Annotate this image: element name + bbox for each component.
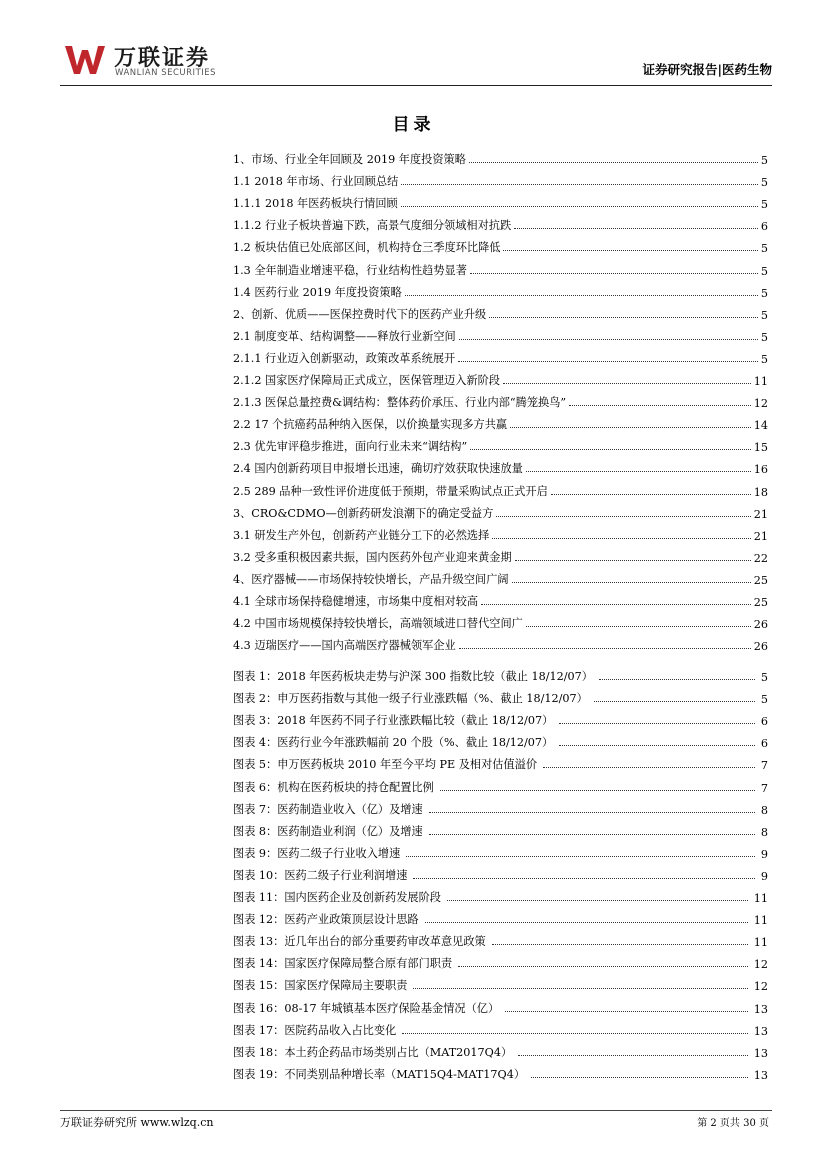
figure-entry[interactable] xyxy=(233,728,768,750)
dot-leader xyxy=(559,745,755,746)
figure-entry[interactable] xyxy=(233,1016,768,1038)
figure-entry-page: 5 xyxy=(760,671,768,685)
toc-entry-title: 2.2 17 个抗癌药品种纳入医保，以价换量实现多方共赢 xyxy=(233,418,508,432)
dot-leader xyxy=(440,790,755,791)
toc-entry-page: 5 xyxy=(760,242,768,256)
figure-entry[interactable] xyxy=(233,1060,768,1082)
figure-index xyxy=(233,662,768,1082)
toc-entry-page: 15 xyxy=(753,441,768,455)
figure-entry-page: 11 xyxy=(753,892,768,906)
toc-entry-title: 2.5 289 品种一致性评价进度低于预期，带量采购试点正式开启 xyxy=(233,484,548,498)
toc-entry-title: 2.1.1 行业迈入创新驱动，政策改革系统展开 xyxy=(233,351,456,365)
dot-leader xyxy=(505,1011,748,1012)
toc-entry-title: 1.1.1 2018 年医药板块行情回顾 xyxy=(233,197,398,211)
figure-entry-title: 图表 18：本土药企药品市场类别占比（MAT2017Q4） xyxy=(233,1045,513,1059)
toc-entry-title: 1、市场、行业全年回顾及 2019 年度投资策略 xyxy=(233,153,466,167)
toc-entry-page: 26 xyxy=(753,640,768,654)
dot-leader xyxy=(510,427,751,428)
page-header xyxy=(60,38,772,86)
toc-entry-title: 4.2 中国市场规模保持较快增长，高端领域进口替代空间广 xyxy=(233,617,523,631)
footer-divider xyxy=(60,1110,772,1111)
dot-leader xyxy=(512,582,751,583)
figure-entry-page: 11 xyxy=(753,936,768,950)
toc-entry-title: 1.1.2 行业子板块普遍下跌，高景气度细分领域相对抗跌 xyxy=(233,219,512,233)
figure-entry-title: 图表 8：医药制造业利润（亿）及增速 xyxy=(233,824,423,838)
figure-entry-page: 7 xyxy=(760,781,768,795)
toc-entry-page: 14 xyxy=(753,419,768,433)
toc-entry-title: 4.1 全球市场保持稳健增速，市场集中度相对较高 xyxy=(233,594,479,608)
figure-entry-title: 图表 14：国家医疗保障局整合原有部门职责 xyxy=(233,957,453,971)
dot-leader xyxy=(518,1055,748,1056)
toc-entry-page: 25 xyxy=(753,573,768,587)
dot-leader xyxy=(459,339,758,340)
logo-english-name: WANLIAN SECURITIES xyxy=(115,68,217,78)
dot-leader xyxy=(401,184,758,185)
figure-entry-page: 6 xyxy=(760,715,768,729)
figure-entry-page: 8 xyxy=(760,825,768,839)
figure-entry-title: 图表 10：医药二级子行业利润增速 xyxy=(233,868,408,882)
toc-entry-page: 21 xyxy=(753,529,768,543)
figure-entry-title: 图表 11：国内医药企业及创新药发展阶段 xyxy=(233,891,441,905)
dot-leader xyxy=(481,604,751,605)
figure-entry-title: 图表 7：医药制造业收入（亿）及增速 xyxy=(233,802,423,816)
figure-entry-page: 13 xyxy=(753,1002,768,1016)
dot-leader xyxy=(406,856,755,857)
figure-entry-title: 图表 13：近几年出台的部分重要药审改革意见政策 xyxy=(233,935,486,949)
toc-entry-page: 16 xyxy=(753,463,768,477)
dot-leader xyxy=(401,206,758,207)
figure-entry[interactable] xyxy=(233,684,768,706)
toc-entry-page: 5 xyxy=(760,154,768,168)
figure-entry-title: 图表 6：机构在医药板块的持仓配置比例 xyxy=(233,780,434,794)
figure-entry[interactable] xyxy=(233,662,768,684)
toc-entry-page: 5 xyxy=(760,352,768,366)
figure-entry[interactable] xyxy=(233,795,768,817)
toc-entry[interactable] xyxy=(233,476,768,498)
logo-chinese-name: 万联证券 xyxy=(114,46,211,71)
figure-entry-title: 图表 1：2018 年医药板块走势与沪深 300 指数比较（截止 18/12/07） xyxy=(233,670,593,684)
figure-entry[interactable] xyxy=(233,1038,768,1060)
figure-entry-title: 图表 2：申万医药指数与其他一级子行业涨跌幅（%、截止 18/12/07） xyxy=(233,692,588,706)
figure-entry-page: 7 xyxy=(760,759,768,773)
toc-entry-page: 12 xyxy=(753,397,768,411)
toc-entry-title: 1.4 医药行业 2019 年度投资策略 xyxy=(233,285,402,299)
wanlian-logo-icon xyxy=(65,44,105,76)
header-divider xyxy=(60,85,772,86)
figure-entry-page: 5 xyxy=(760,693,768,707)
dot-leader xyxy=(496,516,750,517)
figure-entry[interactable] xyxy=(233,993,768,1015)
toc-entry-page: 6 xyxy=(760,220,768,234)
toc-entry-page: 11 xyxy=(753,375,768,389)
figure-entry-page: 13 xyxy=(753,1024,768,1038)
toc-entry-page: 5 xyxy=(760,198,768,212)
toc-entry-page: 26 xyxy=(753,618,768,632)
toc-entry-title: 2.4 国内创新药项目申报增长迅速，确切疗效获取快速放量 xyxy=(233,462,523,476)
figure-entry[interactable] xyxy=(233,706,768,728)
dot-leader xyxy=(429,812,755,813)
toc-entry-title: 1.3 全年制造业增速平稳，行业结构性趋势显著 xyxy=(233,263,467,277)
dot-leader xyxy=(458,361,758,362)
toc-entry-title: 2.1 制度变革、结构调整——释放行业新空间 xyxy=(233,329,456,343)
dot-leader xyxy=(503,250,757,251)
dot-leader xyxy=(559,723,755,724)
dot-leader xyxy=(470,449,751,450)
figure-entry-title: 图表 3：2018 年医药不同子行业涨跌幅比较（截止 18/12/07） xyxy=(233,714,554,728)
toc-entry[interactable] xyxy=(233,388,768,410)
dot-leader xyxy=(489,317,758,318)
toc-entry-title: 2、创新、优质——医保控费时代下的医药产业升级 xyxy=(233,307,487,321)
toc-entry-title: 3、CRO&CDMO—创新药研发浪潮下的确定受益方 xyxy=(233,506,494,520)
toc-entry-page: 5 xyxy=(760,330,768,344)
footer-source: 万联证券研究所 www.wlzq.cn xyxy=(60,1116,214,1129)
toc-entry[interactable] xyxy=(233,454,768,476)
toc-entry[interactable] xyxy=(233,344,768,366)
dot-leader xyxy=(599,679,755,680)
toc-entry[interactable] xyxy=(233,255,768,277)
figure-entry-page: 13 xyxy=(753,1068,768,1082)
dot-leader xyxy=(543,767,755,768)
figure-entry-title: 图表 17：医院药品收入占比变化 xyxy=(233,1023,397,1037)
dot-leader xyxy=(492,538,750,539)
toc-entry-title: 4.3 迈瑞医疗——国内高端医疗器械领军企业 xyxy=(233,639,456,653)
figure-entry-title: 图表 9：医药二级子行业收入增速 xyxy=(233,846,401,860)
dot-leader xyxy=(531,1077,748,1078)
toc-entry-page: 25 xyxy=(753,595,768,609)
toc-entry[interactable] xyxy=(233,278,768,300)
figure-entry-page: 8 xyxy=(760,803,768,817)
toc-entry[interactable] xyxy=(233,167,768,189)
dot-leader xyxy=(447,900,748,901)
dot-leader xyxy=(515,560,751,561)
dot-leader xyxy=(402,1033,748,1034)
dot-leader xyxy=(514,228,758,229)
figure-entry-page: 11 xyxy=(753,914,768,928)
figure-entry[interactable] xyxy=(233,750,768,772)
page-number: 第 2 页共 30 页 xyxy=(697,1118,769,1129)
report-type-label: 证券研究报告|医药生物 xyxy=(642,62,772,77)
toc-entry[interactable] xyxy=(233,189,768,211)
toc-entry[interactable] xyxy=(233,631,768,653)
toc-entry[interactable] xyxy=(233,366,768,388)
dot-leader xyxy=(405,295,758,296)
toc-entry[interactable] xyxy=(233,322,768,344)
toc-entry-page: 5 xyxy=(760,176,768,190)
dot-leader xyxy=(492,944,748,945)
toc-entry-page: 5 xyxy=(760,286,768,300)
figure-entry-title: 图表 4：医药行业今年涨跌幅前 20 个股（%、截止 18/12/07） xyxy=(233,736,554,750)
figure-entry[interactable] xyxy=(233,817,768,839)
figure-entry[interactable] xyxy=(233,861,768,883)
figure-entry[interactable] xyxy=(233,839,768,861)
dot-leader xyxy=(425,922,748,923)
toc-entry-page: 21 xyxy=(753,507,768,521)
figure-entry-title: 图表 12：医药产业政策顶层设计思路 xyxy=(233,913,419,927)
figure-entry-page: 12 xyxy=(753,958,768,972)
toc-entry-title: 2.1.2 国家医疗保障局正式成立，医保管理迈入新阶段 xyxy=(233,374,500,388)
toc-entry-title: 4、医疗器械——市场保持较快增长，产品升级空间广阔 xyxy=(233,572,509,586)
dot-leader xyxy=(569,405,751,406)
toc-entry-title: 3.2 受多重积极因素共振，国内医药外包产业迎来黄金期 xyxy=(233,550,512,564)
toc-entry[interactable] xyxy=(233,432,768,454)
figure-entry-title: 图表 5：申万医药板块 2010 年至今平均 PE 及相对估值溢价 xyxy=(233,758,538,772)
toc-entry-page: 5 xyxy=(760,308,768,322)
dot-leader xyxy=(429,834,755,835)
figure-entry-title: 图表 16：08-17 年城镇基本医疗保险基金情况（亿） xyxy=(233,1001,500,1015)
figure-entry[interactable] xyxy=(233,949,768,971)
toc-entry-title: 3.1 研发生产外包，创新药产业链分工下的必然选择 xyxy=(233,528,490,542)
dot-leader xyxy=(470,273,758,274)
figure-entry-page: 9 xyxy=(760,869,768,883)
figure-entry-title: 图表 15：国家医疗保障局主要职责 xyxy=(233,979,408,993)
figure-entry[interactable] xyxy=(233,883,768,905)
figure-entry[interactable] xyxy=(233,927,768,949)
toc-entry-title: 1.2 板块估值已处底部区间，机构持仓三季度环比降低 xyxy=(233,241,501,255)
figure-entry[interactable] xyxy=(233,772,768,794)
table-of-contents xyxy=(233,145,768,653)
dot-leader xyxy=(459,648,751,649)
toc-entry[interactable] xyxy=(233,233,768,255)
figure-entry-title: 图表 19：不同类别品种增长率（MAT15Q4-MAT17Q4） xyxy=(233,1067,526,1081)
dot-leader xyxy=(458,966,748,967)
toc-entry-title: 2.3 优先审评稳步推进，面向行业未来“调结构” xyxy=(233,440,468,454)
toc-entry[interactable] xyxy=(233,521,768,543)
toc-entry[interactable] xyxy=(233,211,768,233)
toc-entry-page: 5 xyxy=(760,264,768,278)
toc-entry[interactable] xyxy=(233,565,768,587)
dot-leader xyxy=(526,471,751,472)
toc-entry[interactable] xyxy=(233,499,768,521)
figure-entry-page: 12 xyxy=(753,980,768,994)
dot-leader xyxy=(413,988,747,989)
dot-leader xyxy=(413,878,754,879)
dot-leader xyxy=(503,383,751,384)
toc-entry-page: 18 xyxy=(753,485,768,499)
toc-entry[interactable] xyxy=(233,145,768,167)
toc-entry[interactable] xyxy=(233,300,768,322)
figure-entry[interactable] xyxy=(233,971,768,993)
toc-entry[interactable] xyxy=(233,609,768,631)
figure-entry-page: 6 xyxy=(760,737,768,751)
toc-heading: 目录 xyxy=(392,115,435,135)
figure-entry-page: 9 xyxy=(760,847,768,861)
toc-entry-title: 2.1.3 医保总量控费&调结构：整体药价承压、行业内部“腾笼换鸟” xyxy=(233,396,567,410)
dot-leader xyxy=(469,162,758,163)
toc-entry[interactable] xyxy=(233,587,768,609)
toc-entry[interactable] xyxy=(233,410,768,432)
dot-leader xyxy=(526,626,751,627)
dot-leader xyxy=(594,701,755,702)
dot-leader xyxy=(551,494,751,495)
toc-entry-page: 22 xyxy=(753,551,768,565)
toc-entry-title: 1.1 2018 年市场、行业回顾总结 xyxy=(233,175,399,189)
toc-entry[interactable] xyxy=(233,543,768,565)
figure-entry-page: 13 xyxy=(753,1046,768,1060)
figure-entry[interactable] xyxy=(233,905,768,927)
